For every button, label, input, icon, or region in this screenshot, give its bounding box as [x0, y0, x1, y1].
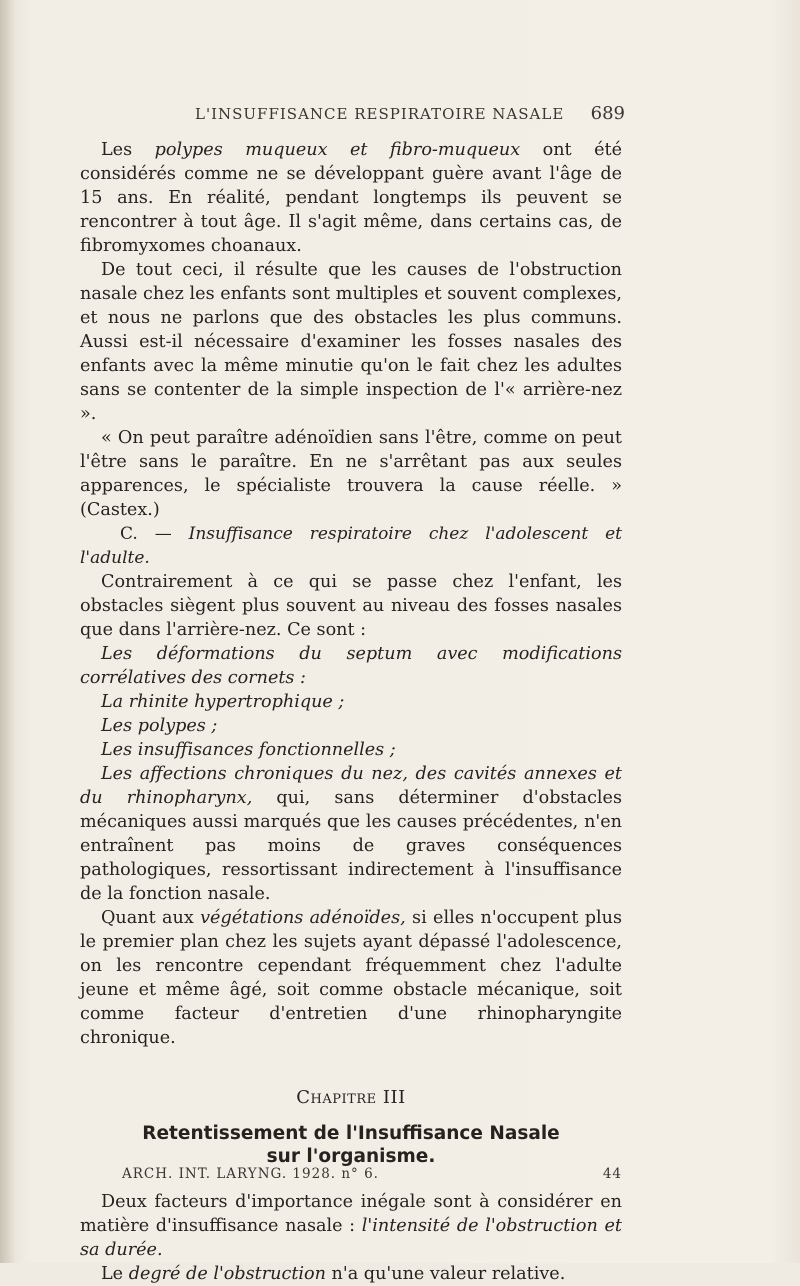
paragraph-facteurs: Deux facteurs d'importance inégale sont à considérer en matière d'insuffisance nasale : l'intensité de l'obstruction et sa durée.: [80, 1192, 622, 1260]
page-binding-edge: [0, 0, 14, 1263]
page-footer: [122, 1166, 622, 1182]
running-header: [195, 103, 625, 124]
paragraph-degre: Le degré de l'obstruction n'a qu'une valeur relative.: [101, 1264, 566, 1284]
paragraph-quote-castex: « On peut paraître adénoïdien sans l'être, comme on peut l'être sans le paraître. En ne s'arrêtant pas aux seules apparences, le spécialiste trouvera la cause réelle. » (Castex.): [80, 428, 622, 520]
section-heading-c: C. — Insuffisance respiratoire chez l'adolescent et l'adulte.: [80, 524, 622, 568]
list-item: Les polypes ;: [101, 716, 218, 736]
journal-reference: ARCH. INT. LARYNG. 1928. n° 6.: [122, 1166, 379, 1182]
signature-number: 44: [602, 1166, 622, 1182]
list-item: Les insuffisances fonctionnelles ;: [101, 740, 396, 760]
chapter-heading: Chapitre III: [296, 1087, 406, 1108]
list-item: La rhinite hypertrophique ;: [101, 692, 345, 712]
paragraph-causes: De tout ceci, il résulte que les causes de l'obstruction nasale chez les enfants sont multiples et souvent complexes, et nous ne parlons que des obstacles les plus communs. Aussi est-il nécessaire d'examiner les fosses nasales des enfants avec la même minutie qu'on le fait chez les adultes sans se contenter de la simple inspection de l'« arrière-nez ».: [80, 260, 622, 424]
running-title: L'INSUFFISANCE RESPIRATOIRE NASALE: [195, 105, 565, 123]
chapter-title: Retentissement de l'Insuffisance Nasale sur l'organisme.: [142, 1123, 560, 1167]
page-number: 689: [590, 103, 625, 124]
paragraph-affections: Les affections chroniques du nez, des cavités annexes et du rhinopharynx, qui, sans déterminer d'obstacles mécaniques aussi marqués que les causes précédentes, n'en entraînent pas moins de graves conséquences pathologiques, ressortissant indirectement à l'insuffisance de la fonction nasale.: [80, 764, 622, 904]
list-item: Les déformations du septum avec modifications corrélatives des cornets :: [80, 644, 622, 688]
paragraph-vegetations: Quant aux végétations adénoïdes, si elles n'occupent plus le premier plan chez les sujets ayant dépassé l'adolescence, on les rencontre cependant fréquemment chez l'adulte jeune et même âgé, soit comme obstacle mécanique, soit comme facteur d'entretien d'une rhinopharyngite chronique.: [80, 908, 622, 1048]
paragraph-obstacles: Contrairement à ce qui se passe chez l'enfant, les obstacles siègent plus souvent au niveau des fosses nasales que dans l'arrière-nez. Ce sont :: [80, 572, 622, 640]
paragraph-polypes: Les polypes muqueux et fibro-muqueux ont été considérés comme ne se développant guère avant l'âge de 15 ans. En réalité, pendant longtemps ils peuvent se rencontrer à tout âge. Il s'agit même, dans certains cas, de fibromyxomes choanaux.: [80, 140, 623, 256]
body-text: [80, 138, 622, 1286]
